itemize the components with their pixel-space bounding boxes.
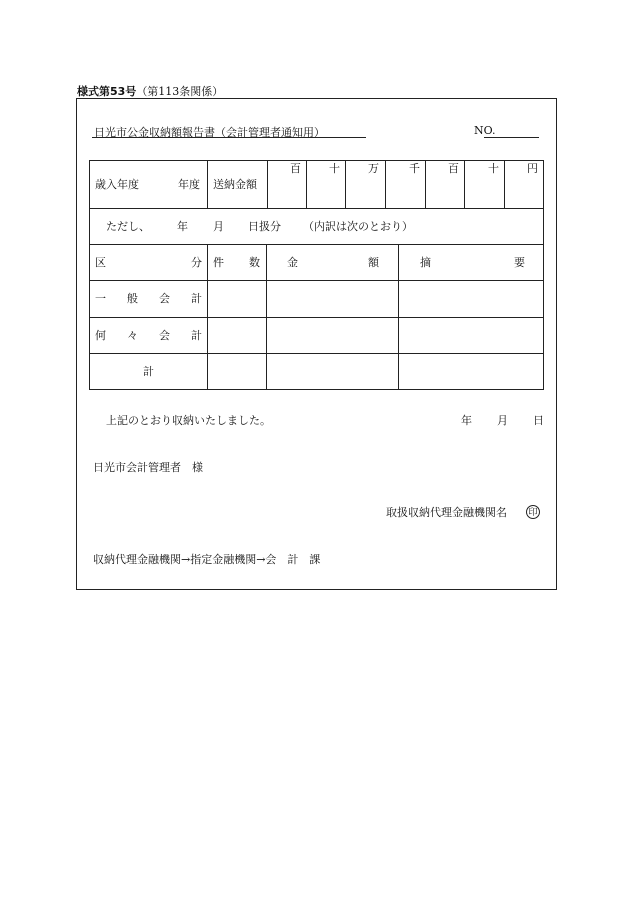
col-suu: 数 xyxy=(249,256,260,269)
digit-juu: 十 xyxy=(488,162,499,175)
col-divider xyxy=(306,160,307,208)
routing-line: 収納代理金融機関→指定金融機関→会 計 課 xyxy=(93,553,321,566)
other-account-char: 会 xyxy=(159,329,170,342)
proviso-note: （内訳は次のとおり） xyxy=(303,220,413,233)
col-ken: 件 xyxy=(213,256,224,269)
institution-label: 取扱収納代理金融機関名 xyxy=(386,506,507,519)
row-divider xyxy=(89,244,544,245)
title-underline xyxy=(92,137,366,138)
digit-man: 万 xyxy=(368,162,379,175)
digit-sen: 千 xyxy=(409,162,420,175)
col-divider xyxy=(464,160,465,208)
col-you: 要 xyxy=(514,256,525,269)
col-divider xyxy=(345,160,346,208)
remit-amount-label: 送納金額 xyxy=(213,178,257,191)
row-divider xyxy=(89,317,544,318)
col-divider xyxy=(425,160,426,208)
col-divider xyxy=(267,160,268,208)
row-divider xyxy=(89,280,544,281)
date-month: 月 xyxy=(497,414,508,427)
col-divider xyxy=(398,244,399,390)
col-divider xyxy=(207,244,208,390)
col-gaku: 額 xyxy=(368,256,379,269)
addressee: 日光市会計管理者 様 xyxy=(93,461,203,474)
proviso-year: 年 xyxy=(177,220,188,233)
col-ku: 区 xyxy=(95,256,106,269)
col-divider xyxy=(504,160,505,208)
col-kin: 金 xyxy=(287,256,298,269)
form-caption xyxy=(77,83,223,99)
col-teki: 摘 xyxy=(420,256,431,269)
digit-juu-man: 十 xyxy=(329,162,340,175)
other-account-char: 何 xyxy=(95,329,106,342)
row-divider xyxy=(89,208,544,209)
form-article: （第113条関係） xyxy=(136,85,224,98)
seal-icon: 印 xyxy=(526,505,540,519)
col-divider xyxy=(207,160,208,208)
general-account-char: 般 xyxy=(127,292,138,305)
form-title: 日光市公金収納額報告書（会計管理者通知用） xyxy=(94,126,325,139)
col-divider xyxy=(266,244,267,390)
general-account-char: 一 xyxy=(95,292,106,305)
digit-hyaku: 百 xyxy=(448,162,459,175)
date-year: 年 xyxy=(461,414,472,427)
date-day: 日 xyxy=(533,414,544,427)
number-label: NO. xyxy=(474,124,496,137)
general-account-char: 計 xyxy=(191,292,202,305)
col-divider xyxy=(385,160,386,208)
report-table xyxy=(89,160,544,390)
total-label: 計 xyxy=(143,365,154,378)
digit-hyaku-oku: 百 xyxy=(290,162,301,175)
form-number: 様式第53号 xyxy=(77,85,137,98)
general-account-char: 会 xyxy=(159,292,170,305)
proviso-month: 月 xyxy=(213,220,224,233)
other-account-char: 々 xyxy=(127,329,138,342)
year-label: 年度 xyxy=(178,178,200,191)
fiscal-year-label: 歳入年度 xyxy=(95,178,139,191)
other-account-char: 計 xyxy=(191,329,202,342)
row-divider xyxy=(89,353,544,354)
digit-en: 円 xyxy=(527,162,538,175)
receipt-statement: 上記のとおり収納いたしました。 xyxy=(106,414,271,427)
number-underline xyxy=(484,137,539,138)
col-bun: 分 xyxy=(191,256,202,269)
proviso-tadashi: ただし、 xyxy=(106,220,150,233)
proviso-day: 日扱分 xyxy=(248,220,281,233)
